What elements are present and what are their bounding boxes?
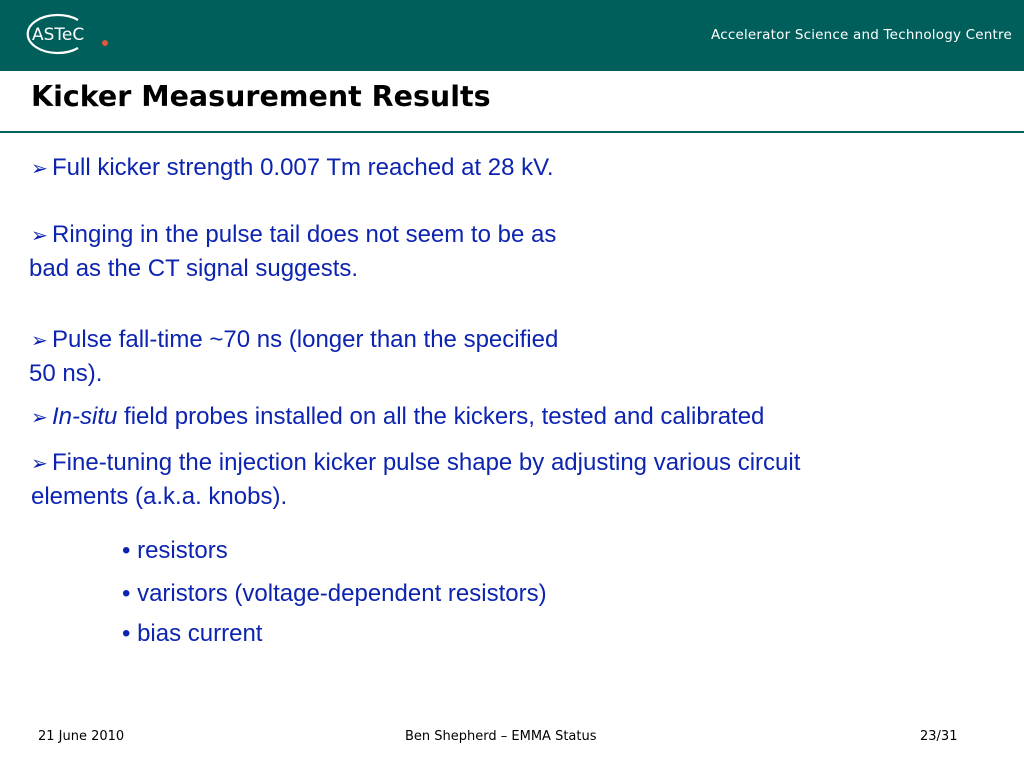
arrow-bullet-icon: ➢ (31, 330, 48, 352)
title-divider (0, 131, 1024, 133)
slide-title: Kicker Measurement Results (31, 80, 491, 113)
logo-text: ASTeC (32, 25, 85, 45)
arrow-bullet-icon: ➢ (31, 158, 48, 180)
bullet-2-line-2: bad as the CT signal suggests. (29, 255, 359, 282)
arrow-bullet-icon: ➢ (31, 407, 48, 429)
bullet-4-text: field probes installed on all the kickers, tested and calibrated (117, 403, 765, 430)
bullet-5 (31, 446, 800, 481)
bullet-3-line-2: 50 ns). (29, 360, 103, 387)
bullet-2-line-1: Ringing in the pulse tail does not seem to be as (52, 221, 557, 248)
astec-logo (16, 12, 116, 56)
logo-dot-icon (102, 40, 108, 46)
bullet-1-text: Full kicker strength 0.007 Tm reached at 28 kV. (52, 154, 554, 181)
bullet-3-line-1: Pulse fall-time ~70 ns (longer than the specified (52, 326, 559, 353)
bullet-4-italic: In-situ (52, 403, 118, 430)
arrow-bullet-icon: ➢ (31, 225, 48, 247)
sub-bullet-resistors: • resistors (122, 537, 228, 564)
bullet-5-line-2: elements (a.k.a. knobs). (31, 483, 288, 510)
sub-bullet-bias-current: • bias current (122, 620, 263, 647)
footer-date: 21 June 2010 (38, 729, 125, 744)
bullet-2 (31, 218, 556, 253)
arrow-bullet-icon: ➢ (31, 453, 48, 475)
bullet-5-line-1: Fine-tuning the injection kicker pulse shape by adjusting various circuit (52, 449, 801, 476)
bullet-1 (31, 151, 554, 186)
bullet-3 (31, 323, 558, 358)
bullet-4 (31, 400, 764, 435)
header-banner (0, 0, 1024, 71)
footer-center: Ben Shepherd – EMMA Status (405, 729, 597, 744)
org-name: Accelerator Science and Technology Centre (711, 27, 1012, 43)
sub-bullet-varistors: • varistors (voltage-dependent resistors) (122, 580, 547, 607)
footer-page-number: 23/31 (920, 729, 958, 744)
